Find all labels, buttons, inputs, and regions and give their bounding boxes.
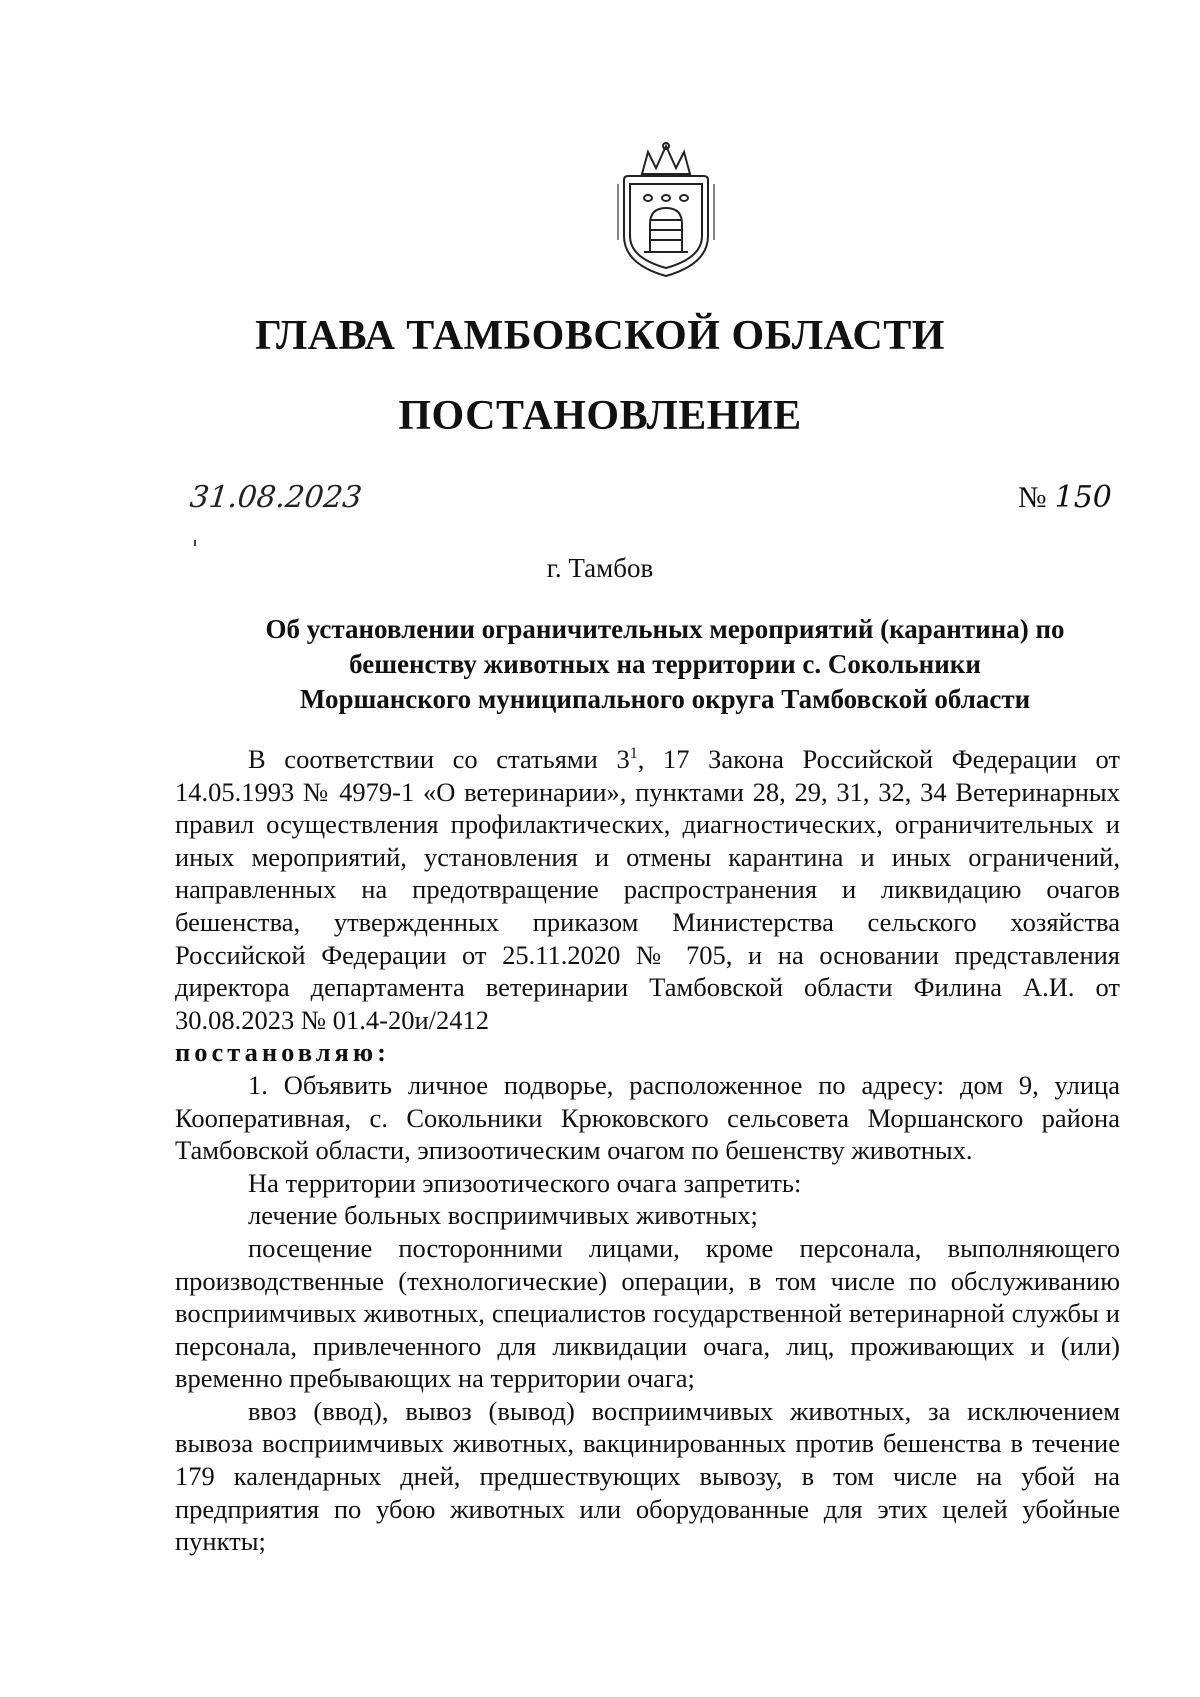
document-number [1018,480,1112,515]
document-title [230,612,1100,717]
number-label: № [1018,481,1047,514]
decree-word [175,1036,1120,1069]
coat-of-arms-icon [612,140,720,280]
preamble-text-b: , 17 Закона Российской Федерации от 14.05.1993 № 4979-1 «О ветеринарии», пунктами 28, 29, 31, 32, 34 Ветеринарных правил осуществления профилактических, диагностических, ограничительных и иных мероприятий, установления и отмены карантина и иных ограничений, направленных на предотвращение распространения и ликвидацию очагов бешенства, утвержденных приказом Министерства сельского хозяйства Российской Федерации от 25.11.2020 № 705, и на основании представления директора департамента ветеринарии Тамбовской области Филина А.И. от 30.08.2023 № 01.4-20и/2412 [175,744,1120,1035]
preamble-superscript: 1 [629,745,638,763]
number-value: 150 [1054,480,1112,515]
document-date: 31.08.2023 [188,480,364,515]
document-type-heading: ПОСТАНОВЛЕНИЕ [398,393,802,439]
preamble-text-a: В соответствии со статьями 3 [248,744,630,774]
document-body [175,743,1120,1558]
title-line-3: Моршанского муниципального округа Тамбовской области [299,684,1031,714]
prohibit-intro-paragraph: На территории эпизоотического очага запретить: [248,1167,802,1198]
scan-mark [194,540,196,546]
title-line-2: бешенству животных на территории с. Сокольники [349,649,981,679]
prohibit-item-3: ввоз (ввод), вывоз (вывод) восприимчивых животных, за исключением вывоза восприимчивых животных, вакцинированных против бешенства в течение 179 календарных дней, предшествующих вывозу, в том числе на убой на предприятия по убою животных или оборудованные для этих целей убойные пункты; [175,1395,1120,1557]
item-1-paragraph: 1. Объявить личное подворье, расположенное по адресу: дом 9, улица Кооперативная, с. Сокольники Крюковского сельсовета Моршанского района Тамбовской области, эпизоотическим очагом по бешенству животных. [175,1069,1120,1166]
title-line-1: Об установлении ограничительных мероприятий (карантина) по [265,614,1065,644]
prohibit-item-1: лечение больных восприимчивых животных; [248,1200,758,1231]
decree-word-text: постановляю: [175,1037,390,1068]
prohibit-item-2: посещение посторонними лицами, кроме персонала, выполняющего производственные (технологические) операции, в том числе по обслуживанию восприимчивых животных, специалистов государственной ветеринарной службы и персонала, привлеченного для ликвидации очага, лиц, проживающих и (или) временно пребывающих на территории очага; [175,1232,1120,1394]
preamble-paragraph [175,743,1120,1036]
authority-heading: ГЛАВА ТАМБОВСКОЙ ОБЛАСТИ [255,313,945,359]
city-line: г. Тамбов [546,553,654,583]
